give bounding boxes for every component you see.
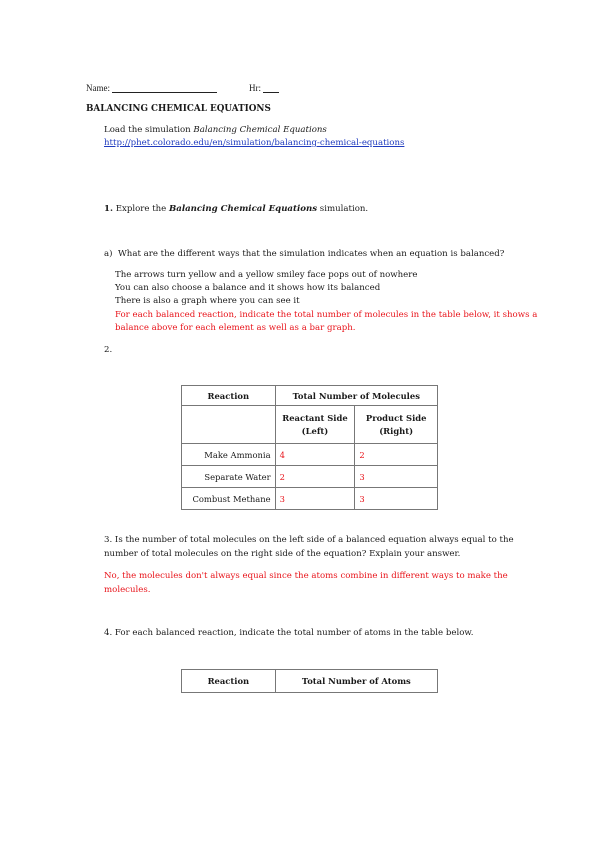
q3-answer-line-1: No, the molecules don't always equal since the atoms combine in different ways to make the: [104, 571, 508, 581]
qa-red-answer-line-2: balance above for each element as well as a bar graph.: [115, 323, 356, 333]
question-1: [104, 204, 368, 215]
table-row: [182, 488, 438, 510]
row-reactant-value[interactable]: 2: [275, 466, 355, 488]
row-reaction: Combust Methane: [182, 488, 276, 510]
molecules-table-header-row: [182, 386, 438, 406]
q3-line-1: 3. Is the number of total molecules on the left side of a balanced equation always equal to the: [104, 535, 514, 545]
qa-label: a): [104, 249, 113, 259]
qa-question: What are the different ways that the simulation indicates when an equation is balanced?: [117, 249, 505, 259]
hr-blank[interactable]: [263, 92, 279, 93]
row-reaction: Make Ammonia: [182, 444, 276, 466]
page-title: BALANCING CHEMICAL EQUATIONS: [86, 104, 271, 114]
row-reaction: Separate Water: [182, 466, 276, 488]
molecules-table-subheader-row: [182, 406, 438, 444]
row-product-value[interactable]: 3: [355, 488, 438, 510]
intro-sim-name: Balancing Chemical Equations: [193, 125, 327, 135]
q1-text-pre: Explore the: [115, 204, 167, 214]
intro-load-text: [104, 125, 327, 136]
row-reactant-value[interactable]: 4: [275, 444, 355, 466]
name-blank[interactable]: [112, 92, 217, 93]
intro-load-label: Load the simulation: [104, 125, 191, 135]
col-product-header: [355, 406, 438, 444]
col-reactant-header: [275, 406, 355, 444]
col-total-molecules-header: Total Number of Molecules: [275, 386, 437, 406]
reactant-side-label: Reactant Side: [282, 412, 348, 423]
question-4: 4. For each balanced reaction, indicate the total number of atoms in the table below.: [104, 628, 474, 638]
atoms-col-reaction-header: Reaction: [182, 670, 276, 693]
question-a: [104, 249, 504, 260]
q1-number: 1.: [104, 204, 113, 214]
qa-answer-3: There is also a graph where you can see it: [115, 296, 300, 306]
product-side-label: Product Side: [365, 412, 427, 423]
row-product-value[interactable]: 2: [355, 444, 438, 466]
table-row: [182, 444, 438, 466]
reactant-left-label: (Left): [301, 425, 329, 436]
product-right-label: (Right): [379, 425, 414, 436]
simulation-link[interactable]: http://phet.colorado.edu/en/simulation/balancing-chemical-equations: [104, 138, 405, 148]
name-field: [86, 83, 217, 93]
hr-label: Hr:: [249, 83, 261, 93]
molecules-table: [181, 385, 438, 510]
question-2-number: 2.: [104, 345, 113, 355]
q1-sim-name: Balancing Chemical Equations: [169, 204, 318, 214]
name-label: Name:: [86, 83, 110, 93]
row-reactant-value[interactable]: 3: [275, 488, 355, 510]
table-row: [182, 466, 438, 488]
row-product-value[interactable]: 3: [355, 466, 438, 488]
atoms-table: [181, 669, 438, 693]
q1-text-post: simulation.: [319, 204, 369, 214]
qa-answer-1: The arrows turn yellow and a yellow smiley face pops out of nowhere: [115, 270, 418, 280]
qa-answer-2: You can also choose a balance and it shows how its balanced: [115, 283, 381, 293]
hr-field: [249, 83, 279, 93]
qa-red-answer-line-1: For each balanced reaction, indicate the total number of molecules in the table below, it shows a: [115, 310, 538, 320]
atoms-table-header-row: [182, 670, 438, 693]
col-reaction-header: Reaction: [182, 386, 276, 406]
empty-cell: [182, 406, 276, 444]
q3-line-2: number of total molecules on the right side of the equation? Explain your answer.: [104, 549, 461, 559]
atoms-col-total-header: Total Number of Atoms: [275, 670, 437, 693]
q3-answer-line-2: molecules.: [104, 585, 151, 595]
